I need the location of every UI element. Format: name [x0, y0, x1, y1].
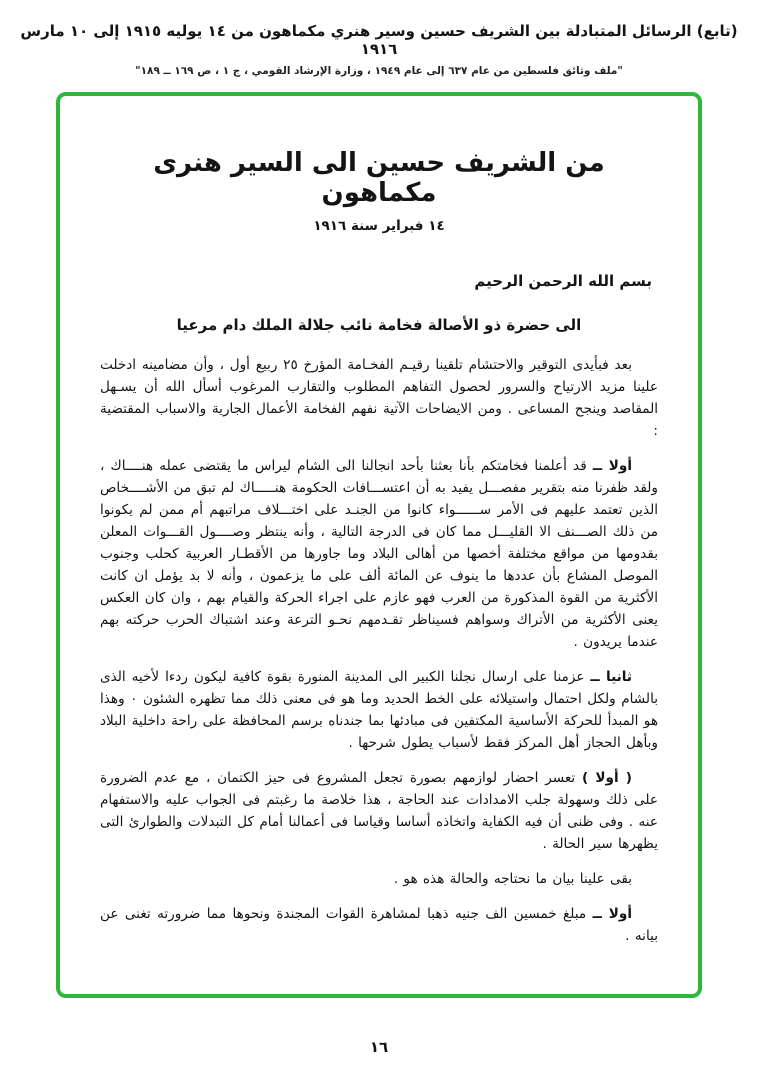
paragraph-first: [100, 455, 658, 653]
salutation-line: الى حضرة ذو الأصالة فخامة نائب جلالة الملك دام مرعيا: [176, 316, 582, 334]
header-title: (تابع) الرسائل المتبادلة بين الشريف حسين وسير هنري مكماهون من ١٤ يوليه ١٩١٥ إلى ١٠ مارس ١٩١٦: [20, 22, 738, 58]
paragraph-intro: [100, 354, 658, 442]
paragraph-second: [100, 666, 658, 754]
letter-date: ١٤ فبراير سنة ١٩١٦: [313, 218, 445, 234]
basmala-line: بسم الله الرحمن الرحيم: [474, 272, 652, 290]
paragraph-text: عزمنا على ارسال نجلنا الكبير الى المدينة المنورة بقوة كافية ليكون ردءا لأخيه الذى بالشام ولكل احتمال واستيلائه على الخط الحديد وما هو فى معنى ذلك مما تظهره الشئون ٠ وهذا هو المبدأ للحركة الأساسية المكتفين فى مبادئها بما جندناه برسم المحافظة على راحة داخلية البلاد وبأهل الحجاز أهل المركز فقط لأسباب يطول شرحها .: [100, 669, 658, 752]
letter-title: من الشريف حسين الى السير هنرى مكماهون: [153, 148, 605, 208]
letter-frame: [56, 92, 702, 998]
paragraph-text: مبلغ خمسين الف جنيه ذهبا لمشاهرة القوات المجندة ونحوها مما ضرورته تغنى عن بيانه .: [100, 906, 658, 945]
paragraph-text: بقى علينا بيان ما نحتاجه والحالة هذه هو .: [393, 871, 632, 888]
header-source-citation: "ملف وثائق فلسطين من عام ٦٣٧ إلى عام ١٩٤٩ ، وزارة الإرشاد القومي ، ج ١ ، ص ١٦٩ ــ ١٨٩": [135, 65, 623, 77]
paragraph-text: بعد فبأيدى التوقير والاحتشام تلقينا رقيـم الفخـامة المؤرخ ٢٥ ربيع أول ، وأن مضامينه ادخلت علينا مزيد الارتياح والسرور لحصول التفاهم المطلوب والتقارب المرغوب أسأل الله أن يسـهل المقاصد وينجح المساعى . ومن الايضاحات الآتية نفهم الفخامة الأعمال الجارية والاسباب المقتضية :: [100, 357, 658, 440]
letter-body: [100, 354, 658, 947]
paragraph-needs-intro: [100, 868, 658, 890]
paragraph-text: تعسر احضار لوازمهم بصورة تجعل المشروع فى حيز الكتمان ، مع عدم الضرورة على ذلك وسهولة جلب الامدادات عند الحاجة ، هذا خلاصة ما رغبتم فى الجواب عليه والاستفهام عنه . وفى ظنى أن فيه الكفاية واتخاذه أساسا وقياسا فى أعمالنا أمام كل التبدلات والطوارئ التى يظهرها سير الحالة .: [100, 770, 658, 853]
paragraph-lead: ( أولا ): [581, 770, 632, 787]
page-number: ١٦: [369, 1038, 389, 1056]
paragraph-lead: أولا ــ: [592, 458, 632, 475]
paragraph-lead: ثانيا ــ: [590, 669, 632, 686]
paragraph-lead: أولا ــ: [592, 906, 632, 923]
paragraph-text: قد أعلمنا فخامتكم بأنا بعثنا بأحد انجالنا الى الشام ليراس ما يقتضى عمله هنــــاك ، ولقد ظفرنا منه بتقرير مفصـــل يفيد به أن اعتســـافات الحكومة هنـــــاك لم تبق من الأشــــخاص الذين تعتمد عليهم فى الأمر ســــــواء كانوا من الجنـد على اختـــلاف مراتبهم أم ممن لم يكونوا من ذلك الصـــنف الا القليـــل مما كان فى الدرجة التالية ، وأنه ينتظر وصــــول القـــوات المعلن بقدومها من مواقع مختلفة أخصها من أهالى البلاد وما جاورها من الأقطـار العربية كحلب وجنوب الموصل المشاع بأن عددها ما ينوف عن المائة ألف على ما يزعمون ، وأنه لا بد يؤمل ان كانت الأكثرية من القوة المذكورة من العرب فهو عازم على اجراء الحركة والقيام بهم ، وان كان العكس يعنى الأكثرية من الأتراك وسواهم فسيناظر تقـدمهم نحـو الترعة وعند اشتباك الحرب حركته بهم عندما يريدون .: [100, 458, 658, 651]
paragraph-funds: [100, 903, 658, 947]
paragraph-parenthetical-first: [100, 767, 658, 855]
